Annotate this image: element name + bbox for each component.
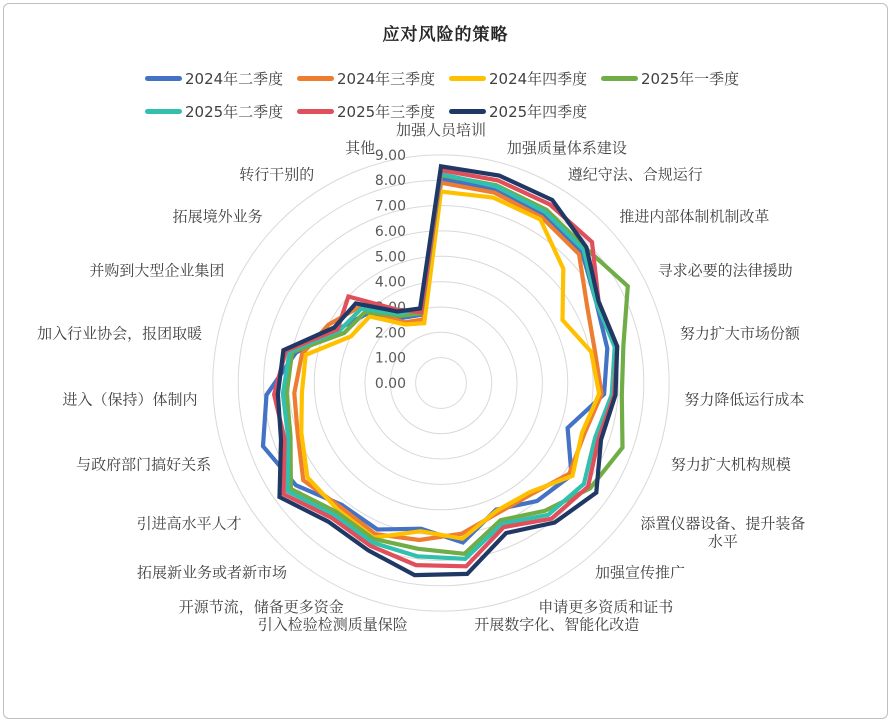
category-label-6: 努力降低运行成本 [684, 390, 805, 409]
radial-tick-label: 0.00 [374, 376, 406, 392]
category-label-13: 开源节流，储备更多资金 [178, 597, 344, 616]
category-label-5: 努力扩大市场份额 [679, 324, 800, 343]
category-label-22: 其他 [345, 139, 376, 158]
radial-tick-label: 8.00 [374, 173, 406, 190]
radial-tick-label: 7.00 [374, 198, 406, 215]
category-label-2: 遵纪守法、合规运行 [567, 165, 703, 184]
legend-label: 2024年三季度 [337, 70, 436, 88]
category-label-7: 努力扩大机构规模 [670, 455, 791, 474]
category-label-21: 转行干别的 [239, 165, 315, 184]
category-label-14: 拓展新业务或者新市场 [136, 563, 288, 582]
radial-tick-label: 3.00 [374, 299, 406, 316]
category-label-17: 进入（保持）体制内 [62, 390, 198, 409]
category-label-16: 与政府部门搞好关系 [76, 455, 212, 474]
category-label-9: 加强宣传推广 [594, 563, 686, 582]
radial-tick-label: 1.00 [374, 350, 406, 367]
category-label-0: 加强人员培训 [395, 121, 487, 139]
radial-tick-label: 6.00 [374, 223, 406, 240]
radial-tick-label: 5.00 [374, 249, 406, 266]
chart-title: 应对风险的策略 [382, 25, 509, 45]
radial-tick-label: 9.00 [374, 147, 406, 164]
category-label-20: 拓展境外业务 [172, 207, 263, 226]
radial-tick-label: 2.00 [374, 325, 406, 342]
legend-label: 2025年四季度 [489, 103, 588, 121]
category-label-8: 添置仪器设备、提升装备水平 [640, 514, 806, 551]
legend-label: 2024年二季度 [185, 70, 284, 88]
category-label-1: 加强质量体系建设 [506, 139, 627, 158]
category-label-15: 引进高水平人才 [136, 514, 242, 533]
category-label-3: 推进内部体制机制改革 [619, 207, 770, 226]
category-label-11: 开展数字化、智能化改造 [474, 615, 640, 634]
legend-label: 2025年二季度 [185, 103, 284, 121]
legend-label: 2024年四季度 [489, 70, 588, 88]
category-label-19: 并购到大型企业集团 [89, 261, 225, 280]
category-label-12: 引入检验检测质量保险 [257, 615, 408, 634]
category-label-4: 寻求必要的法律援助 [657, 261, 793, 280]
category-label-10: 申请更多资质和证书 [538, 597, 674, 616]
category-label-18: 加入行业协会，报团取暖 [37, 324, 203, 343]
radial-tick-label: 4.00 [374, 274, 406, 291]
legend-label: 2025年一季度 [641, 70, 740, 88]
legend-label: 2025年三季度 [337, 103, 436, 121]
